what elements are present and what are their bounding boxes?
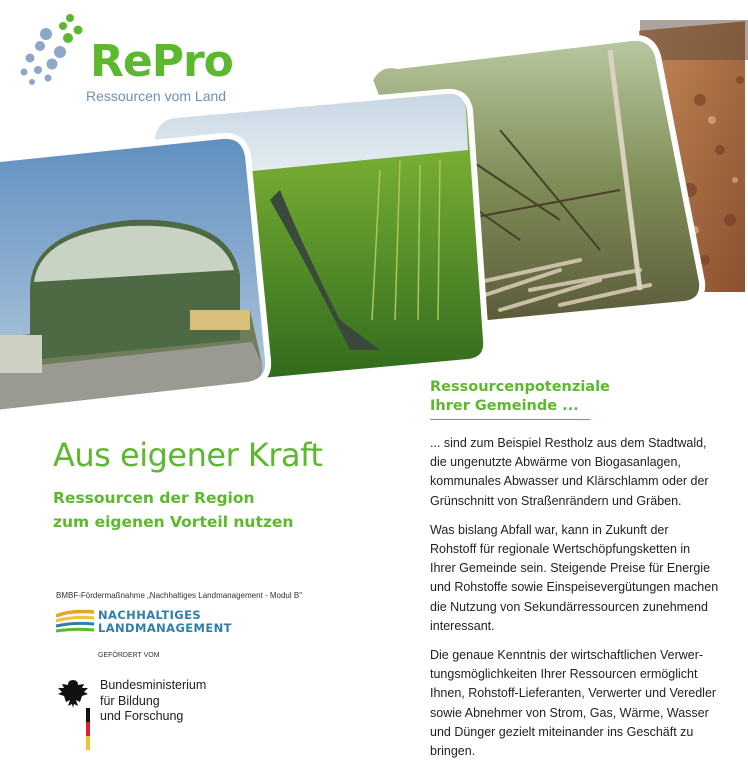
federal-eagle-icon [56,678,90,752]
landscape-lines-icon [56,608,96,634]
subtitle-line1: Ressourcen der Region [53,489,255,507]
p1-line: die ungenutzte Abwärme von Biogasanlagen, [430,455,681,470]
subtitle-line2: zum eigenen Vorteil nutzen [53,513,294,531]
p3-line: Ihnen, Rohstoff-Lieferanten, Verwerter und Veredler [430,686,717,701]
p1-line: Grünschnitt von Straßenrändern und Gräben. [430,493,682,508]
bmbf-logo [56,678,256,752]
p1-line: ... sind zum Beispiel Restholz aus dem Stadtwald, [430,436,707,450]
p2-line: die Nutzung von Sekundärressourcen zunehmend [430,599,708,614]
potenziale-heading-line1: Ressourcenpotenziale [430,379,610,395]
p3-line: sowie Abnehmer von Strom, Gas, Wärme, Wasser [430,705,709,720]
nachhaltiges-landmanagement-logo [56,608,306,634]
nl-line1: NACHHALTIGES [98,608,202,622]
ministry-line3: und Forschung [100,709,184,723]
ministry-name [100,678,206,725]
main-subtitle [53,486,373,534]
p2-line: und Rohstoffe sowie Einspeisevergütungen machen [430,580,719,595]
nl-text [98,609,232,634]
p1-line: kommunales Abwasser und Klärschlamm oder der [430,474,709,489]
p3-line: Die genaue Kenntnis der wirtschaftlichen Verwer- [430,648,704,663]
p2-line: Was bislang Abfall war, kann in Zukunft der [430,522,669,537]
p3-line: tungsmöglichkeiten Ihrer Ressourcen ermöglicht [430,667,698,682]
p3-line: bringen. [430,744,476,759]
potenziale-heading-line2: Ihrer Gemeinde ... [430,398,579,414]
logo-name: RePro [90,36,233,87]
p2-line: Rohstoff für regionale Wertschöpfungsketten in [430,542,691,557]
potenziale-body [430,434,720,771]
p2-line: interessant. [430,618,495,633]
potenziale-heading [430,378,610,420]
p3-line: und Dünger gezielt miteinander ins Geschäft zu [430,724,694,739]
ministry-line2: für Bildung [100,693,160,708]
ministry-line1: Bundesministerium [100,678,207,692]
funding-program: BMBF-Fördermaßnahme „Nachhaltiges Landmanagement - Modul B" [56,591,303,600]
nl-line2: LANDMANAGEMENT [98,620,232,635]
gefoerdert-label: GEFÖRDERT VOM [98,652,160,659]
photo-biogas [0,136,268,412]
logo-tagline: Ressourcen vom Land [86,88,227,104]
paragraph-3 [430,646,720,761]
paragraph-2 [430,521,720,636]
paragraph-1 [430,434,720,511]
photo-collage [0,20,748,420]
p2-line: Ihrer Gemeinde sein. Steigende Preise für Energie [430,561,711,576]
main-title: Aus eigener Kraft [53,436,323,474]
